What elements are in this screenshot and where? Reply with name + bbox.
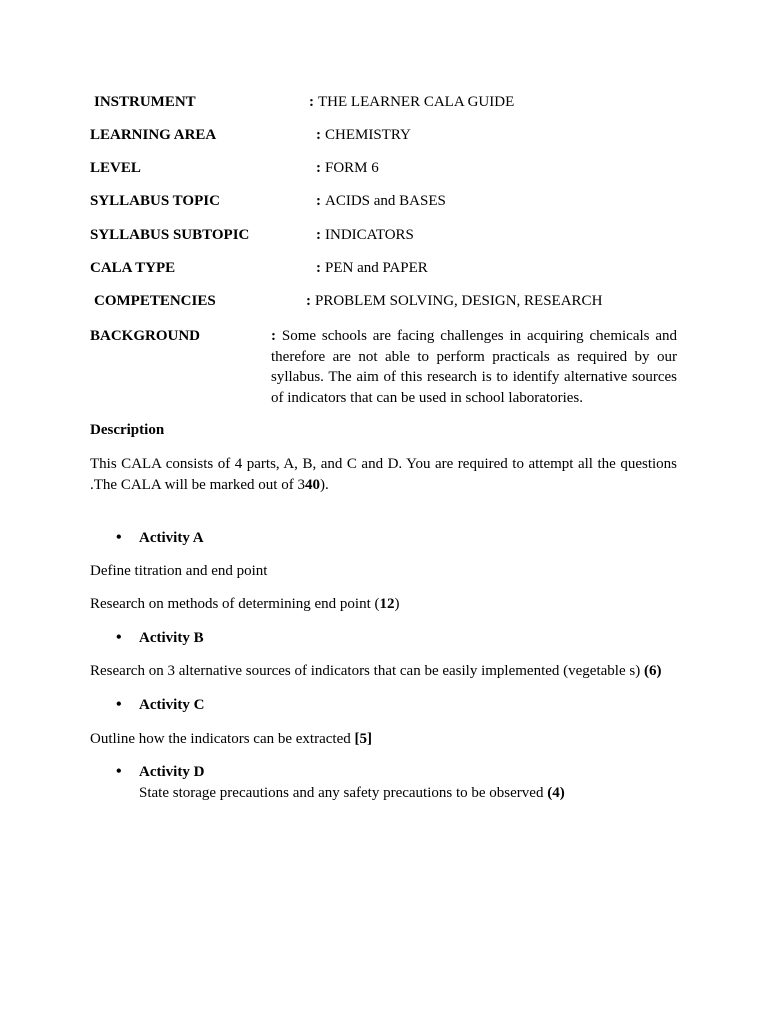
- activity-d-text: State storage precautions and any safety precautions to be observed: [139, 785, 548, 801]
- activity-d-marks: (4): [547, 785, 565, 801]
- competencies-value: PROBLEM SOLVING, DESIGN, RESEARCH: [315, 293, 603, 309]
- description-text-end: ).: [319, 476, 329, 493]
- activity-b-text: Research on 3 alternative sources of indicators that can be easily implemented (vegetable s): [90, 663, 644, 679]
- activity-b-marks: (6): [643, 663, 662, 679]
- activity-a-line1: Define titration and end point: [90, 563, 268, 579]
- bullet-icon: •: [116, 763, 122, 780]
- activity-c-title: Activity C: [139, 697, 205, 713]
- cala-type-value: PEN and PAPER: [325, 260, 428, 276]
- bullet-icon: •: [116, 629, 122, 646]
- activity-a-title: Activity A: [139, 530, 204, 546]
- activity-b-title: Activity B: [139, 630, 204, 646]
- competencies-colon: :: [306, 293, 311, 309]
- activity-a-marks: 12: [379, 596, 395, 612]
- activity-d-line: [139, 785, 565, 802]
- background-paragraph: [271, 326, 677, 408]
- activity-a-line2-text: Research on methods of determining end point (: [90, 596, 380, 612]
- description-total-marks: 40: [304, 476, 320, 493]
- description-heading: Description: [90, 422, 165, 438]
- level-label: LEVEL: [90, 160, 141, 176]
- learning-area-label: LEARNING AREA: [90, 127, 217, 143]
- cala-type-label: CALA TYPE: [90, 260, 176, 276]
- syllabus-subtopic-value: INDICATORS: [325, 227, 414, 243]
- activity-a-line2: [90, 596, 400, 613]
- syllabus-subtopic-label: SYLLABUS SUBTOPIC: [90, 227, 250, 243]
- activity-b-line: [90, 663, 661, 680]
- instrument-label: INSTRUMENT: [94, 94, 196, 110]
- activity-d-title: Activity D: [139, 764, 205, 780]
- syllabus-topic-colon: :: [316, 193, 321, 209]
- syllabus-topic-value: ACIDS and BASES: [325, 193, 446, 209]
- background-colon: :: [271, 328, 276, 344]
- activity-c-marks: [5]: [354, 731, 372, 747]
- background-label: BACKGROUND: [90, 328, 201, 344]
- level-value: FORM 6: [325, 160, 379, 176]
- competencies-label: COMPETENCIES: [94, 293, 216, 309]
- description-text: This CALA consists of 4 parts, A, B, and C and D. You are required to attempt all the questions .The CALA will be marked out of 3: [90, 456, 677, 493]
- instrument-colon: :: [309, 94, 314, 110]
- activity-c-text: Outline how the indicators can be extracted: [90, 731, 355, 747]
- learning-area-colon: :: [316, 127, 321, 143]
- bullet-icon: •: [116, 529, 122, 546]
- cala-type-colon: :: [316, 260, 321, 276]
- instrument-value: THE LEARNER CALA GUIDE: [318, 94, 515, 110]
- description-paragraph: [90, 454, 677, 495]
- syllabus-subtopic-colon: :: [316, 227, 321, 243]
- syllabus-topic-label: SYLLABUS TOPIC: [90, 193, 220, 209]
- background-text: Some schools are facing challenges in acquiring chemicals and therefore are not able to perform practicals as required by our syllabus. The aim of this research is to identify alternative sources of indicators that can be used in school laboratories.: [271, 328, 678, 406]
- activity-c-line: [90, 731, 372, 748]
- level-colon: :: [316, 160, 321, 176]
- bullet-icon: •: [116, 696, 122, 713]
- learning-area-value: CHEMISTRY: [325, 127, 411, 143]
- activity-a-line2-end: ): [394, 596, 400, 612]
